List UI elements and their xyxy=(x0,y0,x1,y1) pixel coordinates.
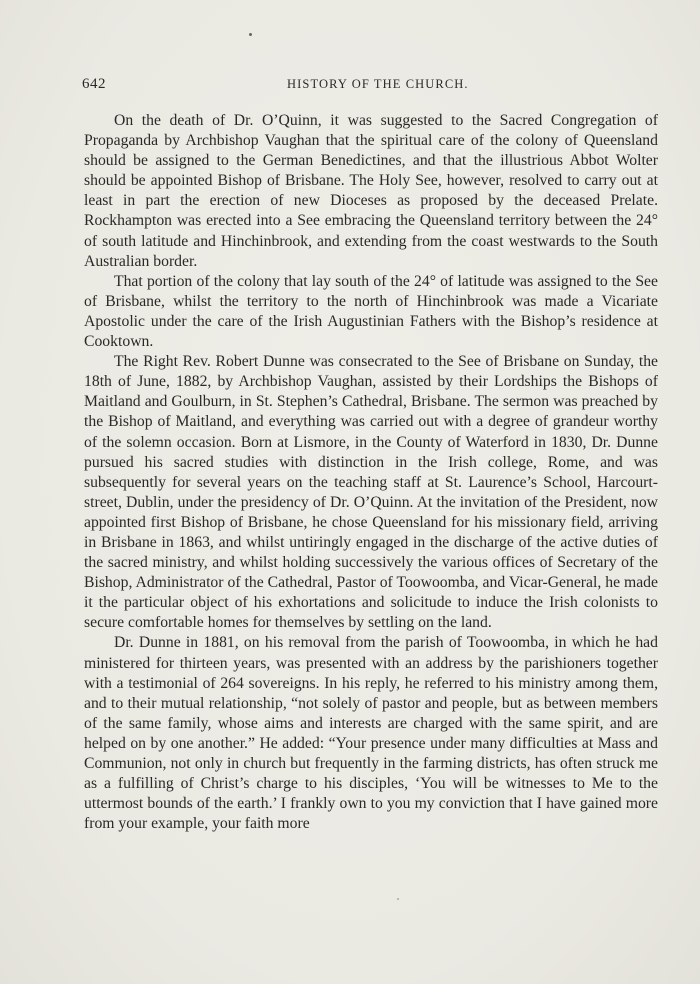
page-number: 642 xyxy=(82,76,106,92)
body-text xyxy=(84,111,658,834)
paragraph: That portion of the colony that lay south of the 24° of latitude was assigned to the See of Brisbane, whilst the territory to the north of Hinchinbrook was made a Vicariate Apostolic under the care of the Irish Augustinian Fathers with the Bishop’s residence at Cooktown. xyxy=(84,272,658,351)
paragraph: Dr. Dunne in 1881, on his removal from the parish of Toowoomba, in which he had ministered for thirteen years, was presented with an address by the parishioners together with a testimonial of 264 sovereigns. In his reply, he referred to his ministry among them, and to their mutual relationship, “not solely of pastor and people, but as between members of the same family, whose aims and interests are charged with the same spirit, and are helped on by one another.” He added: “Your presence under many difficulties at Mass and Communion, not only in church but frequently in the farming districts, has often struck me as a fulfilling of Christ’s charge to his disciples, ‘You will be witnesses to Me to the uttermost bounds of the earth.’ I frankly own to you my conviction that I have gained more from your example, your faith more xyxy=(84,634,658,833)
paragraph: On the death of Dr. O’Quinn, it was suggested to the Sacred Congregation of Propaganda by Archbishop Vaughan that the spiritual care of the colony of Queensland should be assigned to the German Benedictines, and that the illustrious Abbot Wolter should be appointed Bishop of Brisbane. The Holy See, however, resolved to carry out at least in part the erection of new Dioceses as proposed by the deceased Prelate. Rockhampton was erected into a See embracing the Queensland territory between the 24° of south latitude and Hinchinbrook, and extending from the coast westwards to the South Australian border. xyxy=(84,112,658,270)
ink-speck xyxy=(397,898,399,900)
running-head: HISTORY OF THE CHURCH. xyxy=(287,77,469,91)
ink-speck xyxy=(249,33,252,36)
paragraph: The Right Rev. Robert Dunne was consecrated to the See of Brisbane on Sunday, the 18th of June, 1882, by Archbishop Vaughan, assisted by their Lordships the Bishops of Maitland and Goulburn, in St. Stephen’s Cathedral, Brisbane. The sermon was preached by the Bishop of Maitland, and everything was carried out with a degree of grandeur worthy of the solemn occasion. Born at Lismore, in the County of Waterford in 1830, Dr. Dunne pursued his sacred studies with distinction in the Irish college, Rome, and was subsequently for several years on the teaching staff at St. Laurence’s School, Harcourt-street, Dublin, under the presidency of Dr. O’Quinn. At the invitation of the President, now appointed first Bishop of Brisbane, he chose Queensland for his missionary field, arriving in Brisbane in 1863, and whilst untiringly engaged in the discharge of the active duties of the sacred ministry, and whilst holding successively the various offices of Secretary of the Bishop, Administrator of the Cathedral, Pastor of Toowoomba, and Vicar-General, he made it the particular object of his exhortations and solicitude to induce the Irish colonists to secure comfortable homes for themselves by settling on the land. xyxy=(84,353,658,632)
page-header xyxy=(82,76,660,96)
